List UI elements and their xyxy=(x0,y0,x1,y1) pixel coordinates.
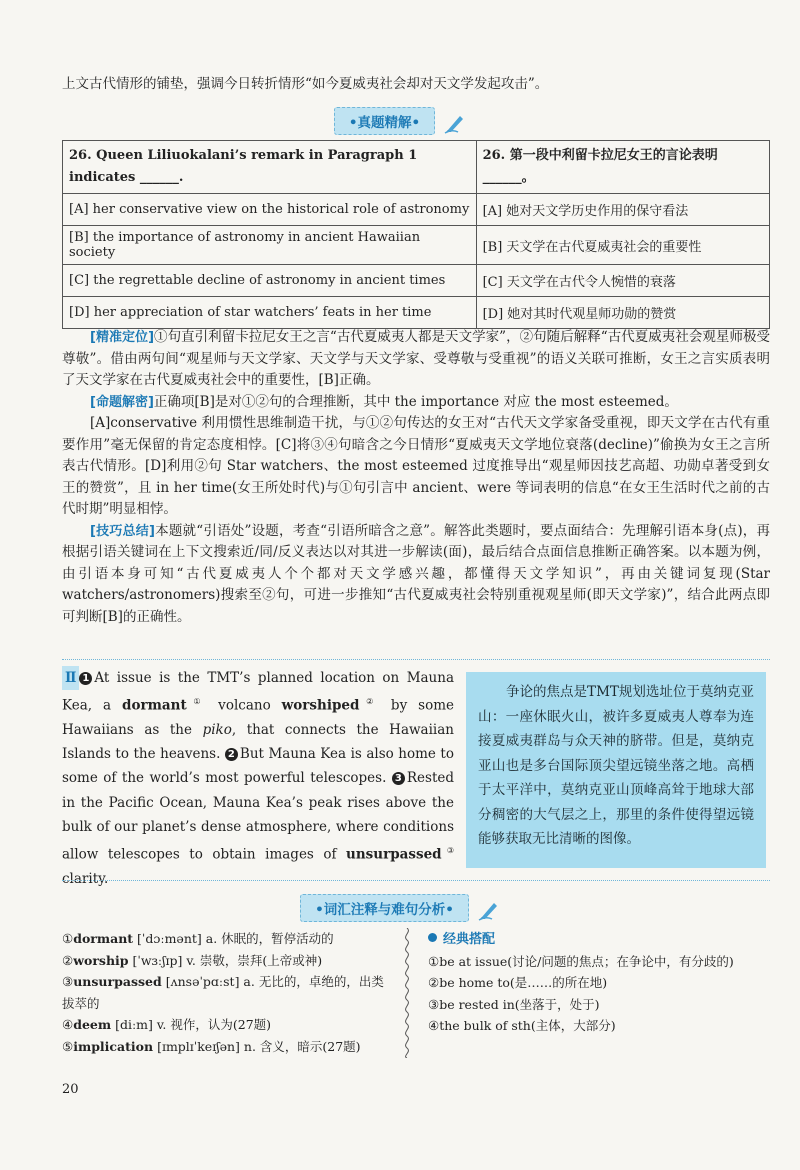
vocab-def: [ɪmplɪˈkeɪʃən] n. 含义，暗示(27题) xyxy=(153,1038,361,1054)
footnote-marker: ② xyxy=(359,697,380,707)
sentence-number: 2 xyxy=(225,748,238,761)
vocab-list xyxy=(62,928,392,1057)
option-d-en: [D] her appreciation of star watchers’ feats in her time xyxy=(63,297,477,329)
passage-text: , that connects the Hawaiian Islands to the heavens. xyxy=(62,721,454,763)
vocab-def: [ˈdɔːmənt] a. 休眠的，暂停活动的 xyxy=(133,931,334,946)
vocab-def: [ʌnsəˈpɑːst] a. 无比的，卓绝的，出类拔萃的 xyxy=(62,974,384,1011)
vocab-item xyxy=(62,1014,392,1036)
question-stem-en: 26. Queen Liliuokalani’s remark in Paragraph 1 indicates ______. xyxy=(63,141,477,194)
pen-icon xyxy=(478,899,500,921)
phrases-list xyxy=(428,928,768,1037)
passage-text: Rested in the Pacific Ocean, Mauna Kea’s peak rises above the bulk of our planet’s dense atmosphere, where conditions allow telescopes to obtain images of xyxy=(62,770,454,863)
reading-passage xyxy=(62,666,454,891)
keyword-piko: piko xyxy=(202,721,232,738)
option-c-en: [C] the regrettable decline of astronomy in ancient times xyxy=(63,265,477,297)
tag-decode: [命题解密] xyxy=(90,394,154,410)
option-a-cn: [A] 她对天文学历史作用的保守看法 xyxy=(476,194,769,226)
phrases-head-label: 经典搭配 xyxy=(443,932,496,947)
sentence-number: 1 xyxy=(79,672,92,685)
option-b-cn: [B] 天文学在古代夏威夷社会的重要性 xyxy=(476,226,769,265)
vocab-num: ④ xyxy=(62,1017,74,1032)
vocab-word: dormant xyxy=(73,931,134,946)
phrase-item: ④the bulk of sth(主体，大部分) xyxy=(428,1018,616,1033)
passage-text: But Mauna Kea is also home to some of the world’s most powerful telescopes. xyxy=(62,746,454,787)
question-stem-cn: 26. 第一段中利留卡拉尼女王的言论表明______。 xyxy=(476,141,769,194)
vocab-def: [ˈwɜːʃɪp] v. 崇敬，崇拜(上帝或神) xyxy=(128,952,323,968)
page-number: 20 xyxy=(62,1082,79,1097)
option-d-cn: [D] 她对其时代观星师功勋的赞赏 xyxy=(476,297,769,329)
question-stem-row xyxy=(63,141,770,194)
section-title-exam-analysis xyxy=(0,107,800,137)
footnote-marker: ① xyxy=(186,697,208,707)
option-b-en: [B] the importance of astronomy in ancient Hawaiian society xyxy=(63,226,477,265)
paragraph-marker: Ⅱ xyxy=(62,666,79,690)
keyword-dormant: dormant xyxy=(122,697,187,714)
passage-text: by some Hawaiians as the xyxy=(62,697,455,738)
analysis-text: 正确项[B]是对①②句的合理推断，其中 the importance 对应 the most esteemed。 xyxy=(153,393,678,410)
analysis-paragraph-decode xyxy=(62,392,770,414)
spiral-divider-icon xyxy=(400,928,414,1058)
vocab-item xyxy=(62,950,392,972)
passage-text: clarity. xyxy=(62,870,109,887)
option-row xyxy=(63,265,770,297)
vocab-num: ⑤ xyxy=(62,1038,74,1054)
vocab-def: [diːm] v. 视作，认为(27题) xyxy=(111,1017,272,1032)
vocab-word: deem xyxy=(73,1017,112,1032)
analysis-paragraph-skills xyxy=(62,521,770,629)
divider xyxy=(62,659,770,660)
vocab-item xyxy=(62,928,392,950)
intro-text: 上文古代情形的铺垫，强调今日转折情形“如今夏威夷社会却对天文学发起攻击”。 xyxy=(62,76,549,92)
sentence-number: 3 xyxy=(392,772,405,785)
analysis-block xyxy=(62,327,770,628)
vocab-item xyxy=(62,971,392,1014)
question-table xyxy=(62,140,770,329)
analysis-paragraph-distractors: [A]conservative 利用惯性思维制造干扰，与①②句传达的女王对“古代天文学家备受重视，即天文学在古代有重要作用”毫无保留的肯定态度相悖。[C]将③④句暗含之今日情形“夏威夷天文学地位衰落(decline)”偷换为女王之言所表古代情形。[D]利用②句 Star watchers、the most esteemed 过度推导出“观星师因技艺高超、功勋卓著受到女王的赞赏”，且 in her time(女王所处时代)与①句引言中 ancient、were 等词表明的信息“在女王生活时代之前的古代时期”明显相悖。 xyxy=(62,415,770,517)
tag-skills: [技巧总结] xyxy=(90,523,155,539)
vocab-word: implication xyxy=(73,1038,154,1054)
bullet-icon xyxy=(428,933,437,942)
vocab-num: ③ xyxy=(62,974,74,989)
vocab-num: ① xyxy=(62,931,74,946)
phrase-item: ①be at issue(讨论/问题的焦点；在争论中，有分歧的) xyxy=(428,953,734,969)
option-row xyxy=(63,194,770,226)
option-row xyxy=(63,297,770,329)
pen-icon xyxy=(444,112,466,134)
passage-text: volcano xyxy=(207,697,282,714)
analysis-text: 本题就“引语处”设题，考查“引语所暗含之意”。解答此类题时，要点面结合：先理解引语本身(点)，再根据引语关键词在上下文搜索近/同/反义表达以对其进一步解读(面)，最后结合点面信息推断正确答案。以本题为例，由引语本身可知“古代夏威夷人个个都对天文学感兴趣，都懂得天文学知识”，再由关键词复现(Star watchers/astronomers)搜索至②句，可进一步推知“古代夏威夷社会特别重视观星师(即天文学家)”，结合此两点即可判断[B]的正确性。 xyxy=(62,522,770,625)
passage-text: At issue is the TMT’s planned location on Mauna Kea, a xyxy=(62,670,454,714)
section-title-label: •真题精解• xyxy=(334,107,435,135)
vocab-word: worship xyxy=(73,952,129,968)
keyword-worshiped: worshiped xyxy=(281,697,360,714)
keyword-unsurpassed: unsurpassed xyxy=(346,846,442,863)
section-title-vocab xyxy=(0,894,800,924)
section-title-label: •词汇注释与难句分析• xyxy=(300,894,469,922)
analysis-text: ①句直引利留卡拉尼女王之言“古代夏威夷人都是天文学家”，②句随后解释“古代夏威夷社会观星师极受尊敬”。借由两句间“观星师与天文学家、天文学与天文学家、受尊敬与受重视”的语义关联可推断，女王之言实质表明了天文学家在古代夏威夷社会中的重要性，[B]正确。 xyxy=(62,329,770,388)
phrases-heading xyxy=(428,928,768,951)
vocab-num: ② xyxy=(62,952,74,968)
option-row xyxy=(63,226,770,265)
translation-box: 争论的焦点是TMT规划选址位于莫纳克亚山：一座休眠火山，被许多夏威夷人尊奉为连接夏威夷群岛与众天神的脐带。但是，莫纳克亚山也是多台国际顶尖望远镜坐落之地。高栖于太平洋中，莫纳克亚山顶峰高耸于地球大部分稠密的大气层之上，那里的条件使得望远镜能够获取无比清晰的图像。 xyxy=(466,672,766,868)
option-a-en: [A] her conservative view on the historical role of astronomy xyxy=(63,194,477,226)
vocab-item xyxy=(62,1036,392,1058)
analysis-paragraph-locate xyxy=(62,327,770,392)
tag-locate: [精准定位] xyxy=(90,330,155,345)
footnote-marker: ③ xyxy=(441,845,455,855)
vocab-word: unsurpassed xyxy=(73,974,162,989)
phrase-item: ③be rested in(坐落于，处于) xyxy=(428,996,600,1012)
divider xyxy=(62,880,770,881)
phrase-item: ②be home to(是……的所在地) xyxy=(428,975,608,990)
option-c-cn: [C] 天文学在古代令人惋惜的衰落 xyxy=(476,265,769,297)
